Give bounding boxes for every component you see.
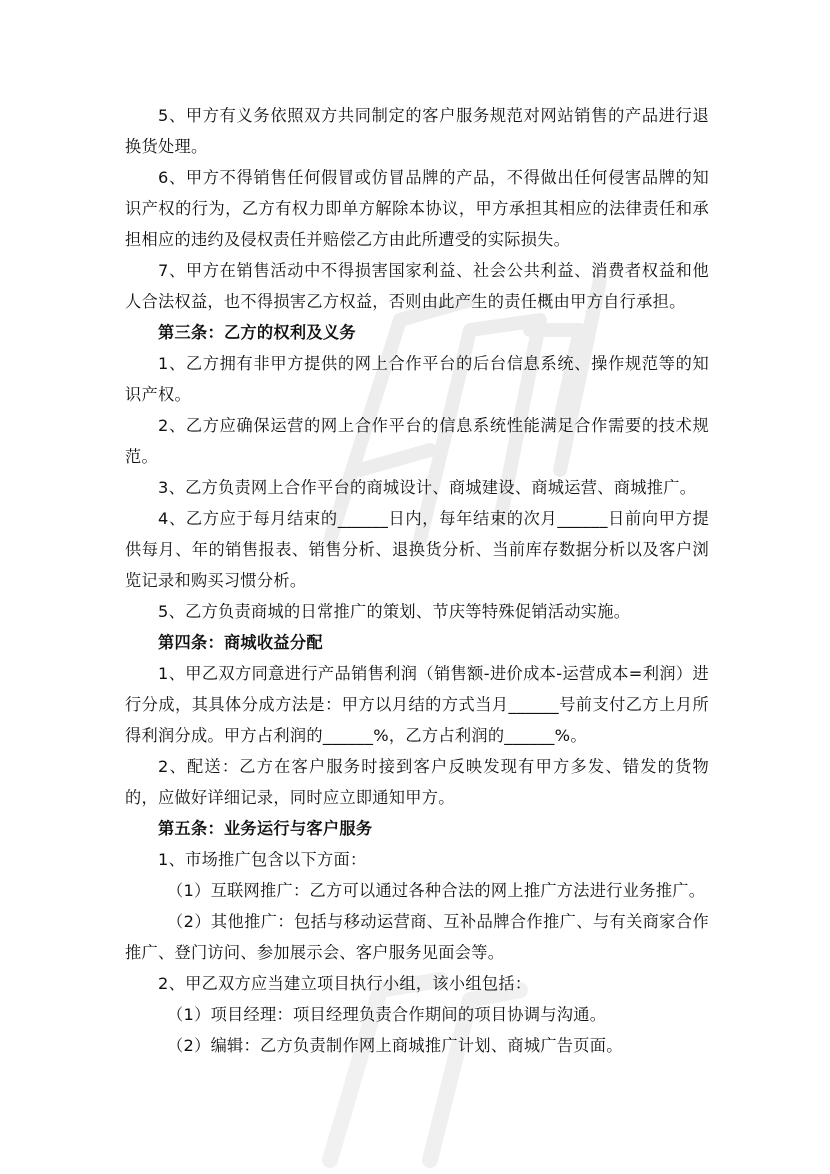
sub-clause-paragraph: （1）互联网推广：乙方可以通过各种合法的网上推广方法进行业务推广。 <box>167 881 706 900</box>
section-heading: 第四条：商城收益分配 <box>158 633 323 652</box>
clause-paragraph: 5、乙方负责商城的日常推广的策划、节庆等特殊促销活动实施。 <box>158 602 631 621</box>
document-body <box>125 100 709 1061</box>
sub-clause-paragraph: （2）编辑：乙方负责制作网上商城推广计划、商城广告页面。 <box>167 1036 623 1055</box>
sub-clause-paragraph: （2）其他推广：包括与移动运营商、互补品牌合作推广、与有关商家合作推广、登门访问、参加展示会、客户服务见面会等。 <box>125 912 709 962</box>
clause-paragraph: 2、甲乙双方应当建立项目执行小组，该小组包括： <box>158 974 532 993</box>
clause-paragraph: 3、乙方负责网上合作平台的商城设计、商城建设、商城运营、商城推广。 <box>158 478 697 497</box>
clause-paragraph: 2、配送：乙方在客户服务时接到客户反映发现有甲方多发、错发的货物的，应做好详细记录，同时应立即通知甲方。 <box>125 757 709 807</box>
clause-paragraph: 2、乙方应确保运营的网上合作平台的信息系统性能满足合作需要的技术规范。 <box>125 416 709 466</box>
clause-paragraph: 7、甲方在销售活动中不得损害国家利益、社会公共利益、消费者权益和他人合法权益，也不得损害乙方权益，否则由此产生的责任概由甲方自行承担。 <box>125 261 709 311</box>
clause-paragraph: 1、市场推广包含以下方面： <box>158 850 367 869</box>
clause-paragraph: 6、甲方不得销售任何假冒或仿冒品牌的产品，不得做出任何侵害品牌的知识产权的行为，乙方有权力即单方解除本协议，甲方承担其相应的法律责任和承担相应的违约及侵权责任并赔偿乙方由此所遭受的实际损失。 <box>125 168 709 249</box>
clause-paragraph: 1、乙方拥有非甲方提供的网上合作平台的后台信息系统、操作规范等的知识产权。 <box>125 354 709 404</box>
section-heading: 第三条：乙方的权利及义务 <box>158 323 356 342</box>
section-heading: 第五条：业务运行与客户服务 <box>158 819 373 838</box>
clause-paragraph: 4、乙方应于每月结束的______日内，每年结束的次月______日前向甲方提供每月、年的销售报表、销售分析、退换货分析、当前库存数据分析以及客户浏览记录和购买习惯分析。 <box>125 509 709 590</box>
sub-clause-paragraph: （1）项目经理：项目经理负责合作期间的项目协调与沟通。 <box>167 1005 607 1024</box>
clause-paragraph: 5、甲方有义务依照双方共同制定的客户服务规范对网站销售的产品进行退换货处理。 <box>125 106 709 156</box>
clause-paragraph: 1、甲乙双方同意进行产品销售利润（销售额-进价成本-运营成本=利润）进行分成，其具体分成方法是：甲方以月结的方式当月______号前支付乙方上月所得利润分成。甲方占利润的______%，乙方占利润的______%。 <box>125 664 709 745</box>
